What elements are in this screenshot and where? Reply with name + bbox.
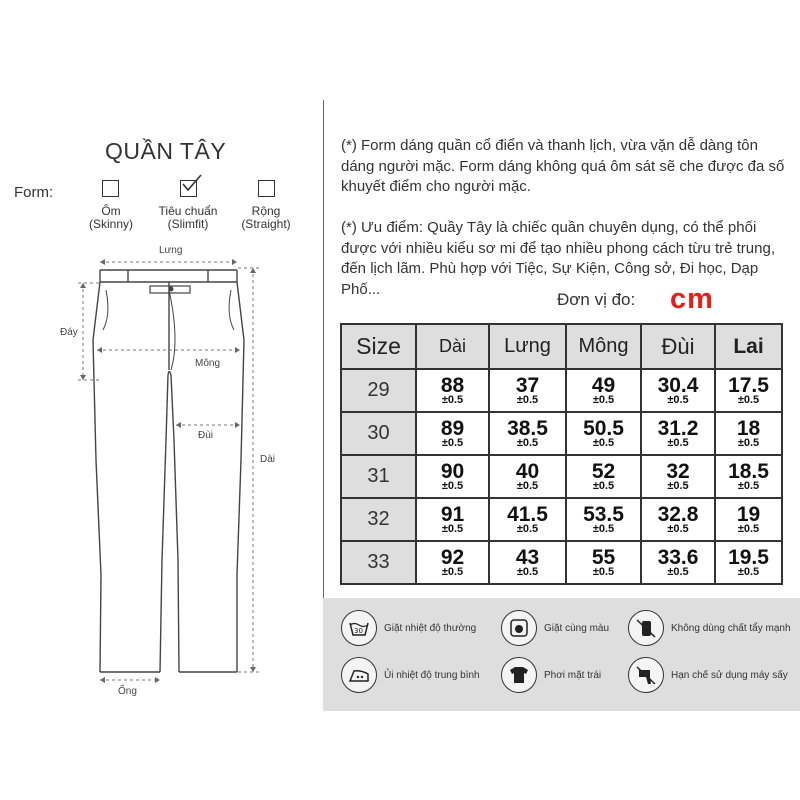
cell-tolerance: ±0.5 [737,522,760,535]
cell-value: 43 [515,545,540,569]
fit-option-name: Rộng [251,204,281,218]
dry-inside-out-icon [501,657,537,693]
cell-value: 37 [515,373,540,397]
cell-value: 38.5 [507,416,548,440]
cell-value: 33.6 [657,545,699,569]
table-row [341,412,782,455]
fit-option-sub: (Slimfit) [167,217,209,231]
care-text: Hạn chế sử dụng máy sấy [671,669,788,681]
unit-label: Đơn vị đo: [557,290,636,309]
value-cell [641,498,715,541]
cell-tolerance: ±0.5 [441,436,464,449]
care-item [501,610,609,646]
value-cell [566,369,641,412]
product-title: QUẦN TÂY [105,138,227,164]
value-cell [641,369,715,412]
value-cell [489,455,566,498]
value-cell [641,541,715,584]
value-cell [641,412,715,455]
value-cell [566,455,641,498]
cell-value: 18.5 [728,459,769,483]
value-cell [489,541,566,584]
size-cell: 30 [341,412,416,455]
size-cell: 32 [341,498,416,541]
size-cell: 33 [341,541,416,584]
cell-value: 49 [591,373,616,397]
cell-tolerance: ±0.5 [737,393,760,406]
cell-value: 19.5 [728,545,769,569]
care-item [628,610,791,646]
unit-value: cm [670,283,714,315]
cell-tolerance: ±0.5 [441,479,464,492]
cell-tolerance: ±0.5 [516,522,539,535]
value-cell [715,412,782,455]
value-cell [416,369,489,412]
cell-tolerance: ±0.5 [516,436,539,449]
cell-tolerance: ±0.5 [441,393,464,406]
form-label: Form: [14,184,54,201]
hip-label: Mông [195,358,221,369]
cell-value: 41.5 [507,502,548,526]
svg-text:30: 30 [354,627,363,635]
care-text: Giặt nhiệt độ thường [384,622,477,634]
cell-tolerance: ±0.5 [667,565,689,578]
value-cell [566,498,641,541]
cell-value: 19 [736,502,761,526]
table-row [341,498,782,541]
limit-dryer-icon [628,657,664,693]
cell-tolerance: ±0.5 [592,436,615,449]
header-hem: Lai [715,324,782,369]
value-cell [416,412,489,455]
cell-tolerance: ±0.5 [737,565,760,578]
crotch-label: Đáy [60,327,78,338]
wash-same-color-icon [501,610,537,646]
cell-value: 31.2 [657,416,699,440]
cell-tolerance: ±0.5 [667,436,689,449]
cell-value: 90 [440,459,465,483]
cell-value: 91 [440,502,465,526]
value-cell [489,498,566,541]
cell-tolerance: ±0.5 [441,522,464,535]
cell-tolerance: ±0.5 [592,479,615,492]
fit-option-name: Ôm [101,204,121,218]
pants-diagram [0,0,322,800]
cell-value: 53.5 [583,502,624,526]
cell-value: 50.5 [583,416,624,440]
cell-tolerance: ±0.5 [592,522,615,535]
table-row [341,455,782,498]
value-cell [566,412,641,455]
care-text: Giặt cùng màu [544,622,610,634]
wash-normal-temp-icon [341,610,377,646]
size-table [340,323,783,585]
cell-tolerance: ±0.5 [737,436,760,449]
iron-medium-icon [341,657,377,693]
cell-value: 32.8 [657,502,699,526]
header-waist: Lưng [489,324,566,369]
hem-label: Ống [118,686,137,697]
cell-value: 40 [515,459,540,483]
fit-option-sub: (Skinny) [88,217,133,231]
value-cell [715,455,782,498]
table-header-row [341,324,782,369]
cell-tolerance: ±0.5 [737,479,760,492]
fit-option-sub: (Straight) [241,217,291,231]
care-instructions-panel [323,598,800,711]
cell-tolerance: ±0.5 [667,479,689,492]
care-item [501,657,601,693]
waist-label: Lưng [159,245,183,256]
cell-value: 30.4 [657,373,699,397]
care-text: Phơi mặt trái [544,669,602,681]
value-cell [641,455,715,498]
value-cell [489,412,566,455]
cell-value: 32 [666,459,690,483]
cell-value: 17.5 [728,373,769,397]
header-length: Dài [416,324,489,369]
divider [323,100,324,630]
table-row [341,369,782,412]
value-cell [416,455,489,498]
cell-value: 88 [440,373,465,397]
value-cell [715,369,782,412]
value-cell [489,369,566,412]
care-item [341,610,476,646]
cell-tolerance: ±0.5 [516,393,539,406]
size-cell: 31 [341,455,416,498]
length-label: Dài [260,454,276,465]
header-size: Size [341,324,416,369]
description-paragraph-2: (*) Ưu điểm: Quầy Tây là chiếc quần chuyên dụng, có thể phối được với nhiều kiểu sơ mi để tạo nhiều phong cách từu trẻ trung, đến lịch lãm. Phù hợp với Tiệc, Sự Kiện, Công sở, Đi học, Dạp Phố... [341,219,775,298]
cell-value: 89 [440,416,465,440]
cell-value: 55 [591,545,616,569]
care-text: Ủi nhiệt độ trung bình [384,669,480,681]
value-cell [416,541,489,584]
cell-tolerance: ±0.5 [516,479,539,492]
cell-value: 18 [736,416,761,440]
header-thigh: Đùi [641,324,715,369]
value-cell [715,498,782,541]
header-hip: Mông [566,324,641,369]
cell-tolerance: ±0.5 [667,522,689,535]
no-bleach-icon [628,610,664,646]
fit-option-name: Tiêu chuẩn [158,204,218,218]
cell-value: 92 [440,545,465,569]
value-cell [715,541,782,584]
cell-tolerance: ±0.5 [441,565,464,578]
value-cell [416,498,489,541]
cell-tolerance: ±0.5 [516,565,539,578]
cell-tolerance: ±0.5 [592,393,615,406]
size-cell: 29 [341,369,416,412]
description-paragraph-1: (*) Form dáng quần cổ điển và thanh lịch, vừa vặn dễ dàng tôn dáng người mặc. Form dáng không quá ôm sát sẽ che được đa số khuyết điểm cho người mặc. [341,137,785,195]
cell-value: 52 [591,459,616,483]
thigh-label: Đùi [198,430,214,441]
cell-tolerance: ±0.5 [592,565,615,578]
care-text: Không dùng chất tẩy mạnh [671,622,791,634]
care-item [628,657,788,693]
table-row [341,541,782,584]
value-cell [566,541,641,584]
care-item [341,657,480,693]
cell-tolerance: ±0.5 [667,393,689,406]
